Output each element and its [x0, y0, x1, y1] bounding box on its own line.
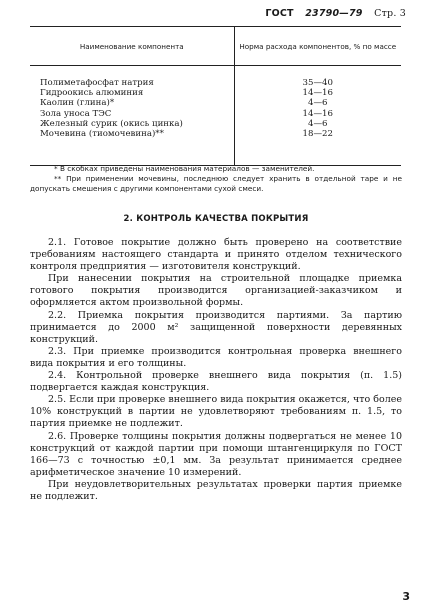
- component-name: Зола уноса ТЭС: [30, 109, 234, 119]
- paragraph: 2.2. Приемка покрытия производится партиями. За партию принимается до 2000 м² защищенной поверхности деревянных конструкций.: [30, 309, 402, 345]
- component-norm: 18—22: [302, 129, 333, 140]
- component-norm: 35—40: [302, 78, 333, 88]
- component-norm: 14—16: [302, 108, 333, 119]
- page-header: [265, 8, 406, 19]
- page-label: Стр. 3: [374, 8, 406, 19]
- component-name: Полиметафосфат натрия: [30, 78, 234, 88]
- table-row: [30, 119, 401, 129]
- paragraph: 2.3. При приемке производится контрольная проверка внешнего вида покрытия и его толщины.: [30, 345, 402, 369]
- component-name: Каолин (глина)*: [30, 98, 234, 108]
- table-footnotes: [30, 164, 402, 194]
- paragraph: 2.5. Если при проверке внешнего вида покрытия окажется, что более 10% конструкций в партии не удовлетворяют требованиям п. 1.5, то партия приемке не подлежит.: [30, 394, 402, 430]
- table-row: [30, 78, 401, 88]
- paragraph: 2.4. Контрольной проверке внешнего вида покрытия (п. 1.5) подвергается каждая конструкция.: [30, 370, 402, 394]
- section-title: 2. КОНТРОЛЬ КАЧЕСТВА ПОКРЫТИЯ: [123, 214, 309, 224]
- component-norm: 4—6: [308, 118, 328, 129]
- standard-number: 23790—79: [305, 8, 363, 19]
- section-body: [30, 237, 402, 503]
- footnote: * В скобках приведены наименования материалов — заменителей.: [54, 164, 315, 173]
- table-row: [30, 98, 401, 108]
- component-name: Гидроокись алюминия: [30, 88, 234, 98]
- table-tail-row: [30, 139, 401, 166]
- component-norm: 14—16: [302, 88, 333, 99]
- page-number: 3: [402, 590, 410, 603]
- table-row: [30, 109, 401, 119]
- components-table: [30, 26, 401, 166]
- paragraph: 2.1. Готовое покрытие должно быть проверено на соответствие требованиям настоящего стандарта и принято отделом технического контроля предприятия — изготовителя конструкций.: [30, 237, 402, 273]
- standard-prefix: ГОСТ: [265, 8, 294, 19]
- component-norm: 4—6: [308, 98, 328, 109]
- table-row: [30, 88, 401, 98]
- component-name: Железный сурик (окись цинка): [30, 119, 234, 129]
- paragraph: 2.6. Проверке толщины покрытия должны подвергаться не менее 10 конструкций от каждой партии при помощи штангенциркуля по ГОСТ 166—73 с точностью ±0,1 мм. За результат принимается среднее арифметическое значение 10 измерений.: [30, 430, 402, 478]
- table-spacer-row: [30, 66, 401, 79]
- column-header-component: Наименование компонента: [30, 27, 234, 66]
- component-name: Мочевина (тиомочевина)**: [30, 129, 234, 139]
- table-header-row: [30, 27, 401, 66]
- paragraph: При нанесении покрытия на строительной площадке приемка готового покрытия производится организацией-заказчиком и оформляется актом произвольной формы.: [30, 273, 402, 309]
- table-row: [30, 129, 401, 139]
- paragraph: При неудовлетворительных результатах проверки партия приемке не подлежит.: [30, 478, 402, 502]
- footnote: ** При применении мочевины, последнюю следует хранить в отдельной таре и не допускать смешения с другими компонентами сухой смеси.: [30, 174, 402, 193]
- column-header-norm: Норма расхода компонентов, % по массе: [234, 27, 401, 66]
